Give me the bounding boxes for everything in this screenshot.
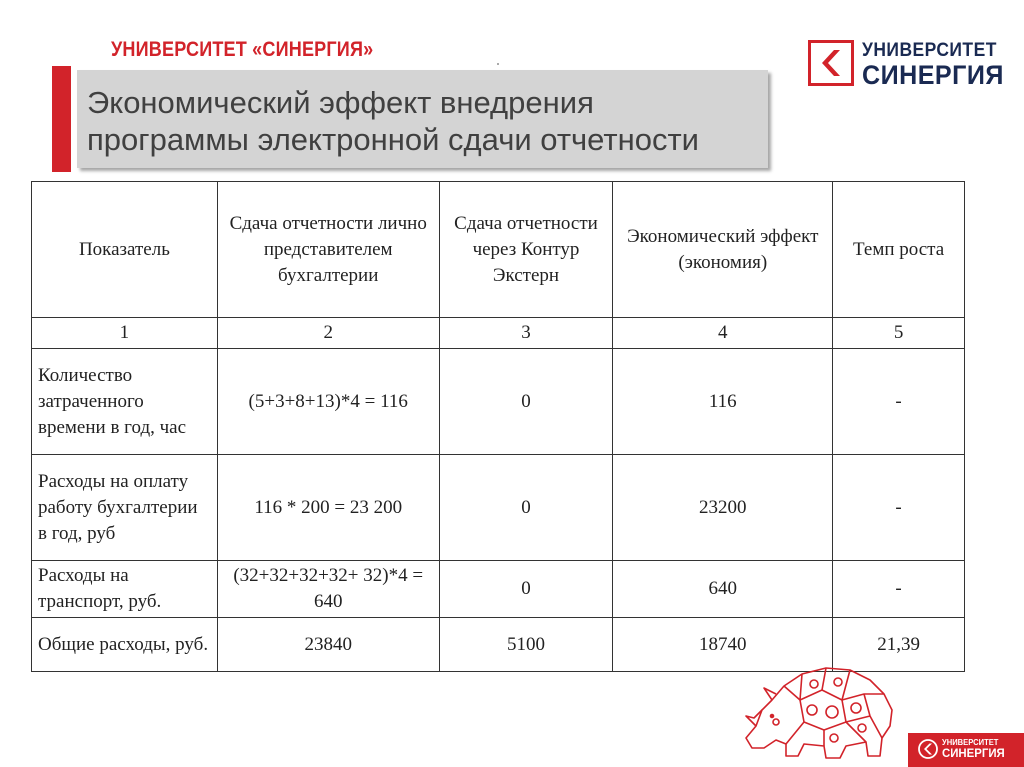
cell-economic-effect: 23200 — [613, 455, 833, 561]
cell-in-person: 23840 — [217, 618, 439, 672]
table-row — [32, 561, 965, 618]
footer-logo-line2: СИНЕРГИЯ — [942, 746, 1005, 760]
logo-text-line1: УНИВЕРСИТЕТ — [862, 40, 997, 61]
economic-effect-table — [31, 181, 965, 672]
cell-growth-rate: - — [833, 455, 965, 561]
header-kontur-extern: Сдача отчетности через Контур Экстерн — [439, 182, 613, 318]
column-number: 4 — [613, 318, 833, 349]
cell-in-person: (5+3+8+13)*4 = 116 — [217, 349, 439, 455]
header-growth-rate: Темп роста — [833, 182, 965, 318]
row-label: Общие расходы, руб. — [32, 618, 218, 672]
slide-title-line1: Экономический эффект внедрения — [87, 85, 594, 120]
cell-economic-effect: 116 — [613, 349, 833, 455]
cell-kontur-extern: 0 — [439, 455, 613, 561]
cell-kontur-extern: 0 — [439, 349, 613, 455]
row-label: Количество затраченного времени в год, час — [32, 349, 218, 455]
table-row — [32, 349, 965, 455]
rhino-illustration-icon — [742, 660, 902, 762]
university-brand-text: УНИВЕРСИТЕТ «СИНЕРГИЯ» — [111, 38, 374, 61]
column-number: 5 — [833, 318, 965, 349]
synergy-logo-icon — [918, 739, 938, 759]
cell-economic-effect: 640 — [613, 561, 833, 618]
footer-logo-line1: УНИВЕРСИТЕТ — [942, 738, 999, 747]
logo-text-line2: СИНЕРГИЯ — [862, 60, 1004, 90]
cell-in-person: 116 * 200 = 23 200 — [217, 455, 439, 561]
cell-growth-rate: - — [833, 349, 965, 455]
synergy-logo-icon — [808, 40, 854, 86]
decorative-dot — [497, 63, 499, 65]
row-label: Расходы на оплату работу бухгалтерии в год, руб — [32, 455, 218, 561]
header-economic-effect: Экономический эффект (экономия) — [613, 182, 833, 318]
column-number-row — [32, 318, 965, 349]
table-header-row — [32, 182, 965, 318]
column-number: 2 — [217, 318, 439, 349]
university-logo — [808, 40, 1018, 88]
table-row — [32, 455, 965, 561]
header-in-person: Сдача отчетности лично представителем бухгалтерии — [217, 182, 439, 318]
cell-economic-effect: 18740 — [613, 618, 833, 672]
title-accent-bar — [52, 66, 71, 172]
column-number: 3 — [439, 318, 613, 349]
slide-title — [87, 84, 767, 158]
cell-kontur-extern: 0 — [439, 561, 613, 618]
column-number: 1 — [32, 318, 218, 349]
slide-title-line2: программы электронной сдачи отчетности — [87, 122, 699, 157]
cell-growth-rate: - — [833, 561, 965, 618]
row-label: Расходы на транспорт, руб. — [32, 561, 218, 618]
cell-growth-rate: 21,39 — [833, 618, 965, 672]
cell-kontur-extern: 5100 — [439, 618, 613, 672]
title-box — [77, 70, 768, 168]
header-indicator: Показатель — [32, 182, 218, 318]
cell-in-person: (32+32+32+32+ 32)*4 = 640 — [217, 561, 439, 618]
footer-logo-badge — [908, 733, 1024, 767]
